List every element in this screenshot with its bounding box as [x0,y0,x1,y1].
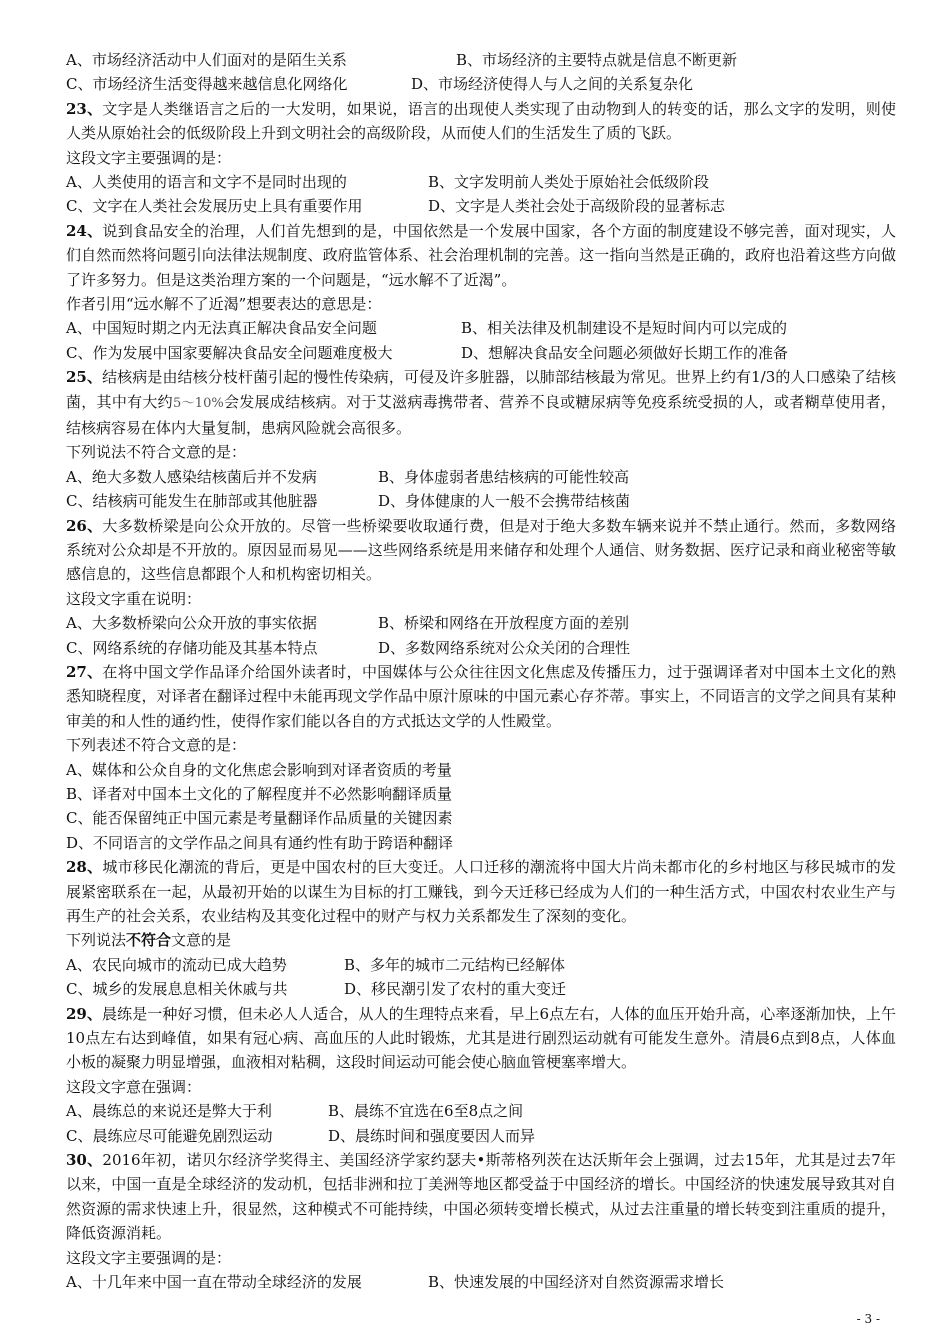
q25-text-a: 结核病是由结核分枝杆菌引起的慢性传染病，可侵及许多脏器，以肺部结核最为常见。世界上约有1/3的人口感染了结核菌，其中有大约 [66,368,896,411]
q25-options-row-2 [66,489,896,513]
q29-option-a: A、晨练总的来说还是弊大于利 [66,1102,272,1121]
q29-options-row-2 [66,1124,896,1148]
q29-stem [66,1002,896,1075]
q23-question: 这段文字主要强调的是： [66,148,232,167]
q22-option-d: D、市场经济使得人与人之间的关系复杂化 [411,75,694,94]
q24-option-d: D、想解决食品安全问题必须做好长期工作的准备 [461,343,789,362]
q28-option-b: B、多年的城市二元结构已经解体 [344,955,566,974]
q29-option-b: B、晨练不宜选在6至8点之间 [328,1102,524,1121]
q28-option-d: D、移民潮引发了农村的重大变迁 [344,980,567,999]
q24-number: 24、 [66,221,103,240]
q27-number: 27、 [66,662,103,681]
q26-option-d: D、多数网络系统对公众关闭的合理性 [378,638,631,657]
q23-number: 23、 [66,99,103,118]
page-content [66,48,896,1294]
q29-number: 29、 [66,1004,103,1023]
q30-stem [66,1148,896,1246]
q30-options-row-1 [66,1270,896,1294]
q28-option-c: C、城乡的发展息息相关休戚与共 [66,980,288,999]
q24-question: 作者引用“远水解不了近渴”想要表达的意思是： [66,294,382,313]
q29-option-d: D、晨练时间和强度要因人而异 [328,1126,536,1145]
q27-option-a: A、媒体和公众自身的文化焦虑会影响到对译者资质的考量 [66,760,452,779]
q27-option-b: B、译者对中国本土文化的了解程度并不必然影响翻译质量 [66,784,453,803]
q24-options-row-2 [66,341,896,365]
q26-options-row-2 [66,636,896,660]
q24-text: 说到食品安全的治理，人们首先想到的是，中国依然是一个发展中国家，各个方面的制度建设不够完善，面对现实，人们自然而然将问题引向法律法规制度、政府监管体系、社会治理机制的完善。这一指向当然是正确的，政府也沿着这些方向做了许多努力。但是这类治理方案的一个问题是，“远水解不了近渴”。 [66,221,897,289]
q22-option-c: C、市场经济生活变得越来越信息化网络化 [66,75,348,94]
q23-option-c: C、文字在人类社会发展历史上具有重要作用 [66,197,363,216]
q29-question: 这段文字意在强调： [66,1077,202,1096]
q28-stem [66,855,896,928]
q30-option-a: A、十几年来中国一直在带动全球经济的发展 [66,1272,362,1291]
q25-option-a: A、绝大多数人感染结核菌后并不发病 [66,467,317,486]
q22-option-b: B、市场经济的主要特点就是信息不断更新 [456,51,738,69]
q28-option-a: A、农民向城市的流动已成大趋势 [66,955,287,974]
q25-options-row-1 [66,465,896,489]
q27-option-c: C、能否保留纯正中国元素是考量翻译作品质量的关键因素 [66,809,453,828]
q23-text: 文字是人类继语言之后的一大发明，如果说，语言的出现使人类实现了由动物到人的转变的话，那么文字的发明，则使人类从原始社会的低级阶段上升到文明社会的高级阶段，从而使人们的生活发生了质的飞跃。 [66,99,897,143]
q26-options-row-1 [66,611,896,635]
q25-text-b: 会发展成结核病。对于艾滋病毒携带者、营养不良或糖尿病等免疫系统受损的人，或者糊草使用者，结核病容易在体内大量复制，患病风险就会高很多。 [66,392,896,437]
q25-option-d: D、身体健康的人一般不会携带结核菌 [378,492,631,511]
q26-number: 26、 [66,516,103,535]
q27-option-d: D、不同语言的文学作品之间具有通约性有助于跨语种翻译 [66,833,454,852]
q28-options-row-1 [66,953,896,977]
q28-number: 28、 [66,858,103,877]
q24-option-a: A、中国短时期之内无法真正解决食品安全问题 [66,319,377,338]
q26-option-b: B、桥梁和网络在开放程度方面的差别 [378,614,630,633]
q28-question [66,928,896,952]
q28-question-b: 文意的是 [171,931,232,950]
q22-options-row-1 [66,48,896,72]
q23-options-row-1 [66,170,896,194]
q27-text: 在将中国文学作品译介给国外读者时，中国媒体与公众往往因文化焦虑及传播压力，过于强调译者对中国本土文化的熟悉知晓程度，对译者在翻译过程中未能再现文学作品中原汁原味的中国元素心存芥蒂。事实上，不同语言的文学之间具有某种审美的和人性的通约性，使得作家们能以各自的方式抵达文学的人性殿堂。 [66,662,897,730]
q28-question-a: 下列说法 [66,931,127,950]
q26-text: 大多数桥梁是向公众开放的。尽管一些桥梁要收取通行费，但是对于绝大多数车辆来说并不禁止通行。然而，多数网络系统对公众却是不开放的。原因显而易见——这些网络系统是用来储存和处理个人通信、财务数据、医疗记录和商业秘密等敏感信息的，这些信息都跟个人和机构密切相关。 [66,516,897,584]
q24-option-b: B、相关法律及机制建设不是短时间内可以完成的 [461,319,788,338]
q27-question: 下列表述不符合文意的是： [66,736,247,755]
q29-options-row-1 [66,1099,896,1123]
q30-option-b: B、快速发展的中国经济对自然资源需求增长 [428,1272,725,1291]
q23-option-a: A、人类使用的语言和文字不是同时出现的 [66,172,347,191]
q26-option-c: C、网络系统的存储功能及其基本特点 [66,638,318,657]
q28-text: 城市移民化潮流的背后，更是中国农村的巨大变迁。人口迁移的潮流将中国大片尚未都市化的乡村地区与移民城市的发展紧密联系在一起，从最初开始的以谋生为目标的打工赚钱，到今天迁移已经成为人们的一种生活方式，中国农村农业生产与再生产的社会关系，农业结构及其变化过程中的财产与权力关系都发生了深刻的变化。 [66,858,897,925]
q24-option-c: C、作为发展中国家要解决食品安全问题难度极大 [66,343,393,362]
q23-option-b: B、文字发明前人类处于原始社会低级阶段 [428,172,710,191]
q25-stem [66,365,896,440]
q28-options-row-2 [66,977,896,1001]
q26-stem [66,514,896,587]
q24-options-row-1 [66,316,896,340]
q25-number: 25、 [66,368,103,387]
q29-text: 晨练是一种好习惯，但未必人人适合，从人的生理特点来看，早上6点左右，人体的血压开始升高，心率逐渐加快，上午10点左右达到峰值，如果有冠心病、高血压的人此时锻炼，尤其是进行剧烈运动就有可能发生意外。清晨6点到8点，人体血小板的凝聚力明显增强，血液相对粘稠，这段时间运动可能会使心脑血管梗塞率增大。 [66,1004,896,1072]
q25-option-c: C、结核病可能发生在肺部或其他脏器 [66,492,318,511]
q26-option-a: A、大多数桥梁向公众开放的事实依据 [66,614,317,633]
q22-option-a: A、市场经济活动中人们面对的是陌生关系 [66,51,347,69]
q30-question: 这段文字主要强调的是： [66,1248,232,1267]
q30-number: 30、 [66,1150,103,1169]
q27-stem [66,660,896,733]
page-number: - 3 - [856,1312,880,1326]
q22-options-row-2 [66,72,896,96]
q23-option-d: D、文字是人类社会处于高级阶段的显著标志 [428,197,726,216]
q28-question-bold: 不符合 [126,931,172,950]
q29-option-c: C、晨练应尽可能避免剧烈运动 [66,1126,273,1145]
q30-text: 2016年初，诺贝尔经济学奖得主、美国经济学家约瑟夫•斯蒂格列茨在达沃斯年会上强调，过去15年，尤其是过去7年以来，中国一直是全球经济的发动机，包括非洲和拉丁美洲等地区都受益于中国经济的增长。中国经济的快速发展导致其对自然资源的需求快速上升，很显然，这种模式不可能持续，中国必须转变增长模式，从过去注重量的增长转变到注重质的提升，降低资源消耗。 [66,1150,896,1243]
q25-question: 下列说法不符合文意的是： [66,443,247,462]
q23-options-row-2 [66,194,896,218]
q23-stem [66,97,896,146]
q24-stem [66,219,896,292]
q26-question: 这段文字重在说明： [66,589,202,608]
q25-option-b: B、身体虚弱者患结核病的可能性较高 [378,467,630,486]
q25-inline-formula: 5～10% [172,395,224,411]
